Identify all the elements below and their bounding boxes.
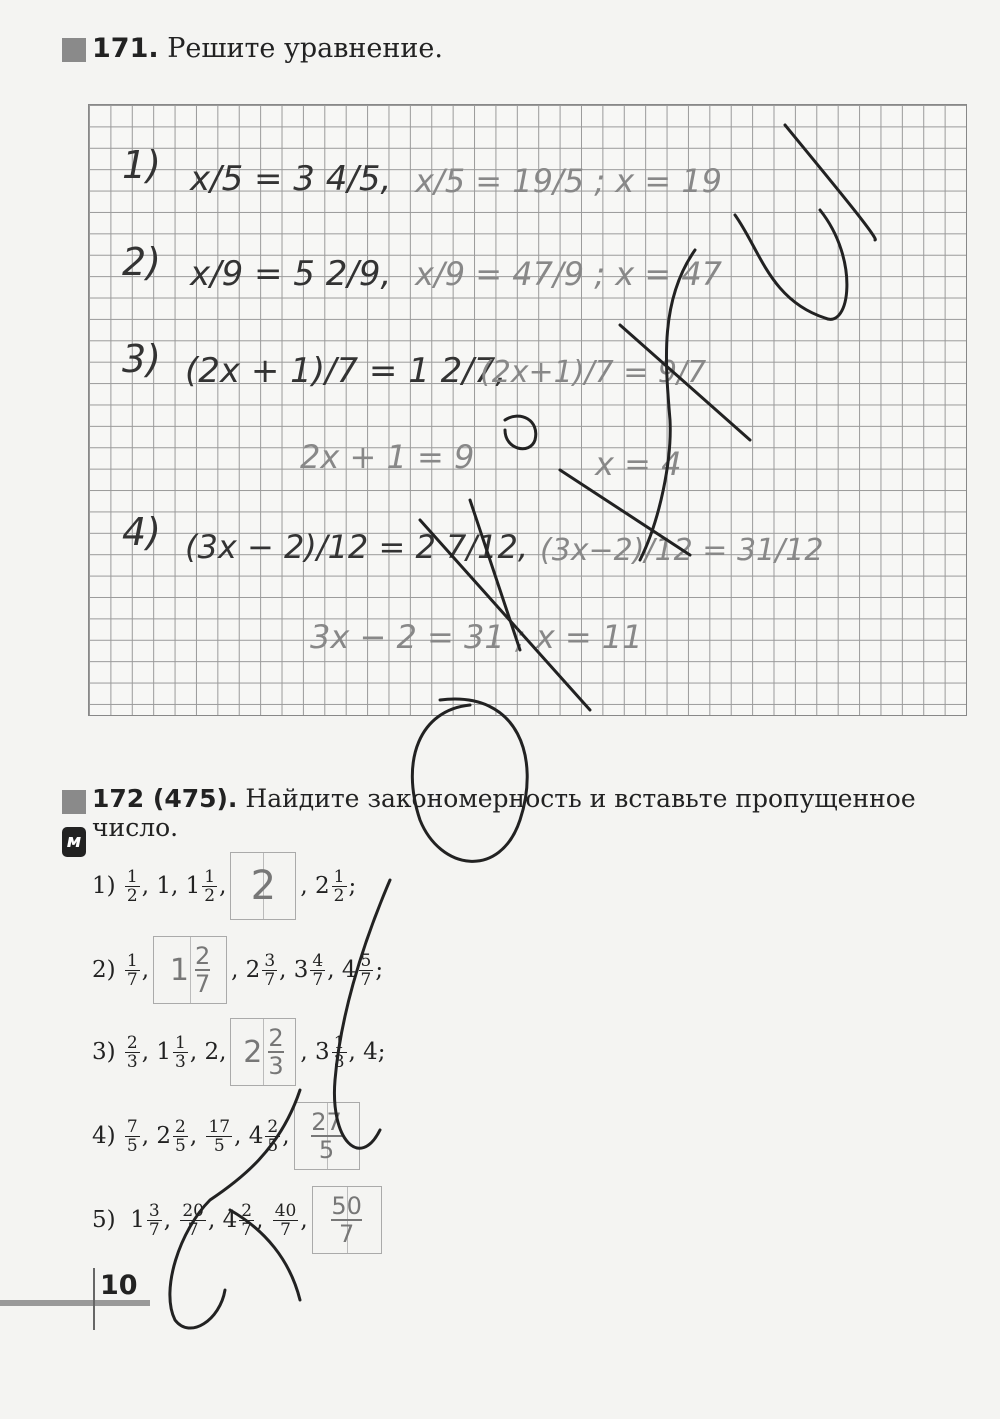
item-2-equation: x/9 = 5 2/9, (190, 254, 392, 294)
item-1-equation: x/5 = 3 4/5, (190, 159, 392, 199)
task-171-title: Решите уравнение. (167, 33, 443, 64)
sequence-row-3: 3) $\frac{2}{3}$ , 1 $\frac{1}{3}$ , 2, 2 $\frac{2}{3}$ , 3 $\frac{1}{3}$ , 4; (92, 1018, 386, 1086)
item-4-equation: (3x − 2)/12 = 2 7/12, (185, 528, 528, 566)
answer-denominator: 7 (338, 1220, 355, 1248)
row-label: 4) (92, 1123, 116, 1149)
answer-box (153, 936, 227, 1004)
footer-divider (93, 1268, 95, 1330)
item-2-label: 2) (122, 240, 162, 284)
item-4-work-step2: 3x − 2 = 31 ; x = 11 (310, 618, 643, 656)
task-172-heading (92, 784, 1000, 842)
row-label: 5) (92, 1207, 116, 1233)
item-2-work: x/9 = 47/9 ; x = 47 (415, 255, 723, 293)
answer-numerator: 2 (194, 942, 211, 970)
item-4-work: (3x−2)/12 = 31/12 (540, 533, 824, 568)
sequence-row-4: 4) $\frac{7}{5}$ , 2 $\frac{2}{5}$ , $\frac{17}{5}$ , 4 $\frac{2}{5}$ , $\frac{27}{5}$ (92, 1102, 364, 1170)
answer-numerator: 2 (268, 1024, 284, 1052)
answer-whole: 2 (243, 1034, 263, 1070)
row-label: 2) (92, 957, 116, 983)
answer-denominator: 5 (318, 1136, 335, 1164)
answer-box (230, 852, 296, 920)
item-3-work-step2: 2x + 1 = 9 (300, 438, 475, 476)
sequence-row-2: 2) $\frac{1}{7}$ , 1 $\frac{2}{7}$ , 2 $\frac{3}{7}$ , 3 $\frac{4}{7}$ , 4 $\frac{5}{7}$ ; (92, 936, 383, 1004)
sequence-row-5: 5) 1 $\frac{3}{7}$ , $\frac{20}{7}$ , 4 $\frac{2}{7}$ , $\frac{40}{7}$ , $\frac{50}{7}$ (92, 1186, 386, 1254)
item-3-work-step3: x = 4 (595, 445, 682, 483)
item-4-label: 4) (122, 510, 162, 554)
answer-box (230, 1018, 296, 1086)
fraction: $\frac{1}{2}$ (126, 866, 138, 906)
item-3-label: 3) (122, 337, 162, 381)
answer-numerator: 27 (311, 1108, 342, 1136)
page-number: 10 (100, 1270, 138, 1301)
task-172-number: 172 (475). (92, 784, 238, 813)
answer-box (294, 1102, 360, 1170)
answer-numerator: 50 (331, 1192, 362, 1220)
item-1-label: 1) (122, 143, 162, 187)
task-171-number: 171. (92, 33, 159, 64)
sequence-row-1: 1) $\frac{1}{2}$ , 1, 1 $\frac{1}{2}$ , 2 , 2 $\frac{1}{2}$ ; (92, 852, 356, 920)
task-marker-square (62, 790, 86, 814)
answer-denominator: 3 (268, 1052, 284, 1080)
answer-denominator: 7 (194, 970, 211, 998)
m-badge-icon: м (62, 827, 86, 857)
answer-value: 2 (250, 863, 277, 909)
row-label: 3) (92, 1039, 116, 1065)
item-3-equation: (2x + 1)/7 = 1 2/7, (185, 351, 507, 391)
answer-whole: 1 (169, 952, 189, 988)
answer-box (312, 1186, 382, 1254)
task-172-title: Найдите закономерность и вставьте пропущенное число. (92, 784, 916, 842)
row-label: 1) (92, 873, 116, 899)
item-3-work: (2x+1)/7 = 9/7 (480, 355, 707, 390)
item-1-work: x/5 = 19/5 ; x = 19 (415, 162, 723, 200)
